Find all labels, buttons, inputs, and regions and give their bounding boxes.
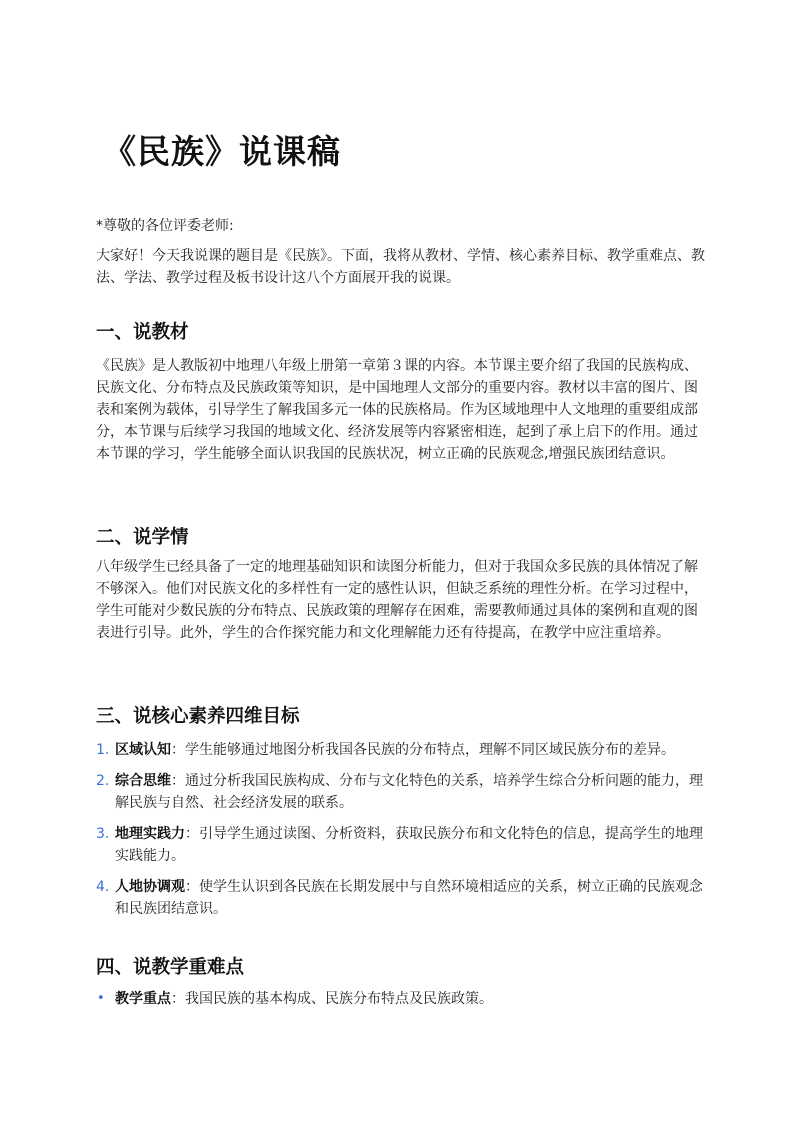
item-text: ：通过分析我国民族构成、分布与文化特色的关系，培养学生综合分析问题的能力，理解民族与自然、社会经济发展的联系。 [115, 773, 703, 811]
greeting-text: *尊敬的各位评委老师: [96, 218, 234, 234]
item-term: 教学重点 [115, 991, 171, 1007]
item-term: 地理实践力 [115, 826, 185, 842]
item-term: 综合思维 [115, 773, 171, 789]
list-number: 2. [96, 773, 110, 789]
list-item [96, 876, 706, 920]
list-item [96, 988, 706, 1010]
section-heading-key-points: 四、说教学重难点 [96, 957, 245, 978]
item-text: ：学生能够通过地图分析我国各民族的分布特点，理解不同区域民族分布的差异。 [171, 742, 675, 758]
section-heading-textbook: 一、说教材 [96, 322, 189, 343]
key-points-list [96, 988, 706, 1019]
objectives-list [96, 739, 706, 929]
section-heading-students: 二、说学情 [96, 527, 189, 548]
list-item [96, 823, 706, 867]
item-term: 区域认知 [115, 742, 171, 758]
item-term: 人地协调观 [115, 879, 185, 895]
list-item [96, 770, 706, 814]
page-title: 《民族》说课稿 [103, 132, 341, 171]
item-text: ：使学生认识到各民族在长期发展中与自然环境相适应的关系，树立正确的民族观念和民族团结意识。 [115, 879, 703, 917]
section-body-students: 八年级学生已经具备了一定的地理基础知识和读图分析能力，但对于我国众多民族的具体情况了解不够深入。他们对民族文化的多样性有一定的感性认识，但缺乏系统的理性分析。在学习过程中，学生可能对少数民族的分布特点、民族政策的理解存在困难，需要教师通过具体的案例和直观的图表进行引导。此外，学生的合作探究能力和文化理解能力还有待提高，在教学中应注重培养。 [96, 559, 698, 641]
item-text: ：引导学生通过读图、分析资料，获取民族分布和文化特色的信息，提高学生的地理实践能力。 [115, 826, 703, 864]
list-number: 1. [96, 742, 110, 758]
section-body-textbook: 《民族》是人教版初中地理八年级上册第一章第３课的内容。本节课主要介绍了我国的民族构成、民族文化、分布特点及民族政策等知识，是中国地理人文部分的重要内容。教材以丰富的图片、图表和案例为载体，引导学生了解我国多元一体的民族格局。作为区域地理中人文地理的重要组成部分，本节课与后续学习我国的地域文化、经济发展等内容紧密相连，起到了承上启下的作用。通过本节课的学习，学生能够全面认识我国的民族状况，树立正确的民族观念,增强民族团结意识。 [96, 358, 698, 462]
list-number: 4. [96, 879, 110, 895]
list-item [96, 739, 706, 761]
item-text: ：我国民族的基本构成、民族分布特点及民族政策。 [171, 991, 493, 1007]
intro-paragraph: 大家好！今天我说课的题目是《民族》。下面，我将从教材、学情、核心素养目标、教学重难点、教法、学法、教学过程及板书设计这八个方面展开我的说课。 [96, 248, 705, 286]
section-heading-objectives: 三、说核心素养四维目标 [96, 706, 300, 727]
list-number: 3. [96, 826, 110, 842]
bullet-icon: • [97, 991, 105, 1006]
